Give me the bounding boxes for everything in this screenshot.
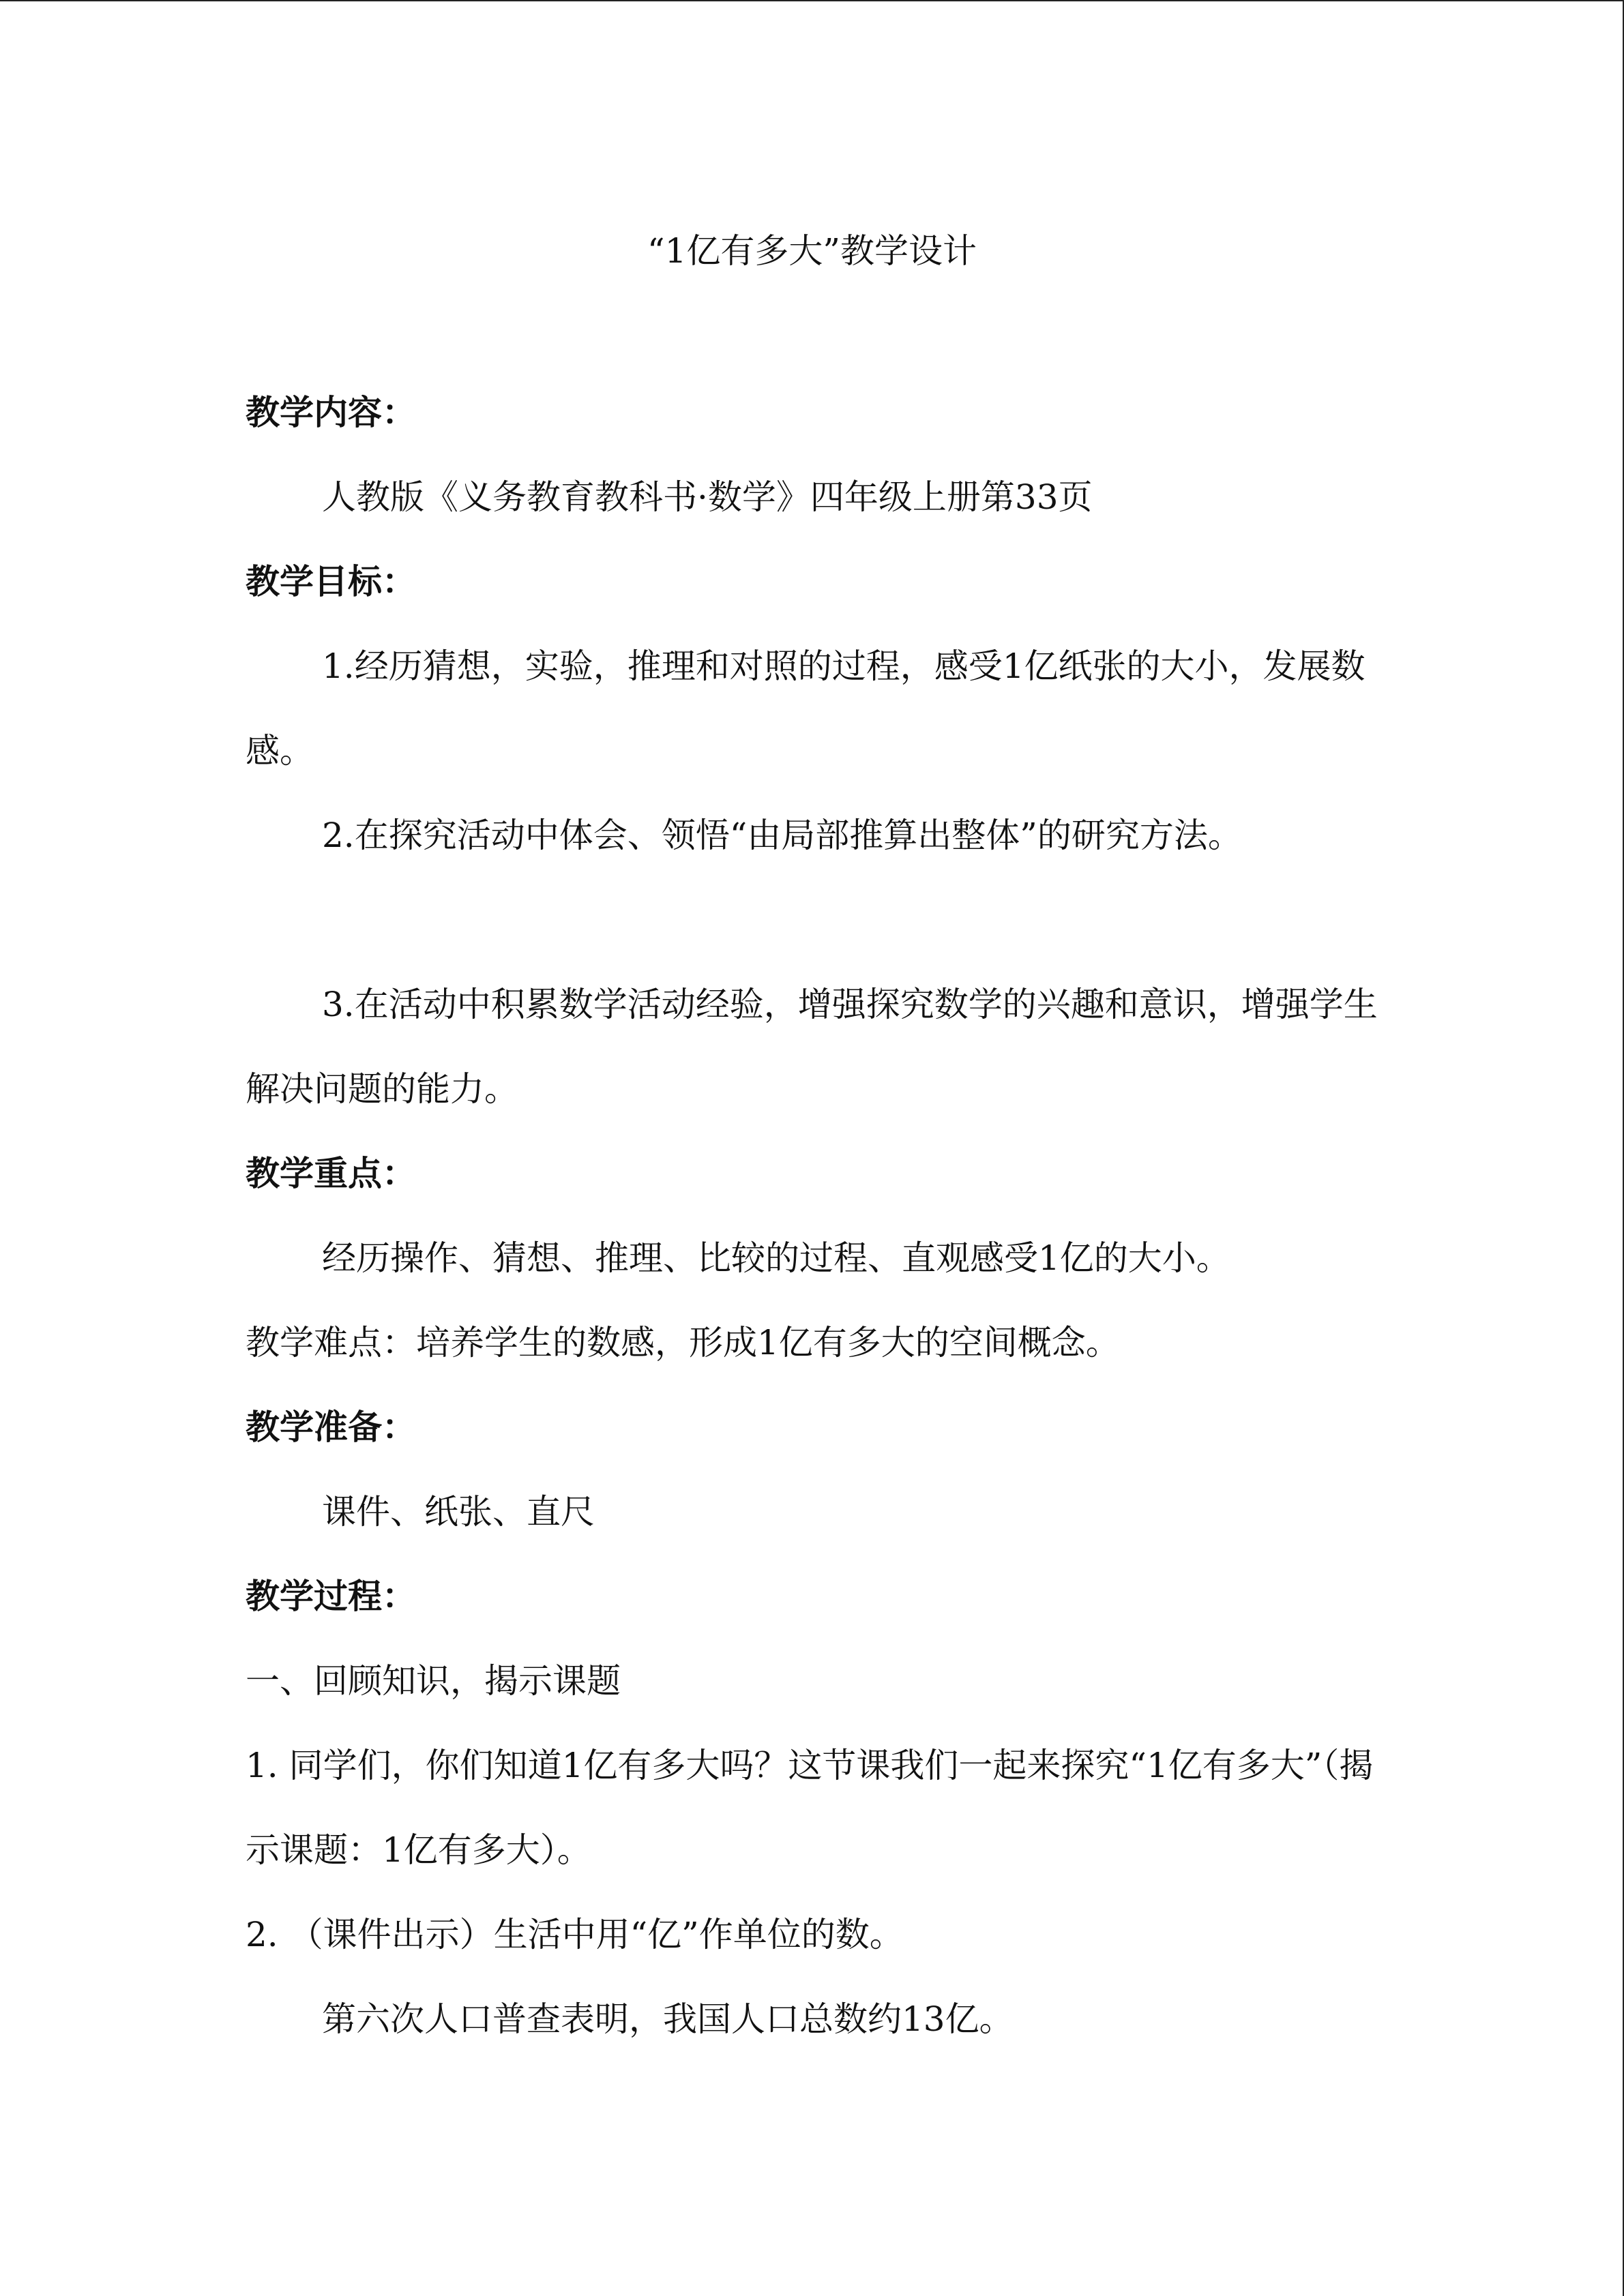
heading-teaching-objectives: 教学目标：	[246, 562, 416, 601]
paragraph-preparation: 课件、纸张、直尺	[322, 1492, 595, 1532]
paragraph-section-one: 一、回顾知识，揭示课题	[246, 1661, 621, 1701]
heading-teaching-content: 教学内容：	[246, 393, 416, 432]
paragraph-objective-3: 3.在活动中积累数学活动经验，增强探究数学的兴趣和意识，增强学生解决问题的能力。	[246, 985, 1378, 1109]
paragraph-step-1: 1. 同学们，你们知道1亿有多大吗？这节课我们一起来探究“1亿有多大”（揭示课题：1亿有多大）。	[246, 1746, 1374, 1870]
paragraph-census: 第六次人口普查表明，我国人口总数约13亿。	[322, 1999, 1014, 2039]
paragraph-objective-1: 1.经历猜想，实验，推理和对照的过程，感受1亿纸张的大小，发展数感。	[246, 646, 1365, 771]
paragraph-difficulty: 教学难点：培养学生的数感，形成1亿有多大的空间概念。	[246, 1323, 1120, 1362]
heading-teaching-focus: 教学重点：	[246, 1154, 416, 1193]
heading-teaching-preparation: 教学准备：	[246, 1407, 416, 1447]
document-title: “1亿有多大”教学设计	[647, 231, 977, 271]
paragraph-objective-2: 2.在探究活动中体会、领悟“由局部推算出整体”的研究方法。	[322, 816, 1242, 855]
paragraph-textbook-reference: 人教版《义务教育教科书·数学》四年级上册第33页	[322, 477, 1093, 517]
paragraph-step-2: 2. （课件出示）生活中用“亿”作单位的数。	[246, 1915, 904, 1954]
paragraph-focus: 经历操作、猜想、推理、比较的过程、直观感受1亿的大小。	[322, 1238, 1230, 1278]
heading-teaching-process: 教学过程：	[246, 1577, 416, 1616]
